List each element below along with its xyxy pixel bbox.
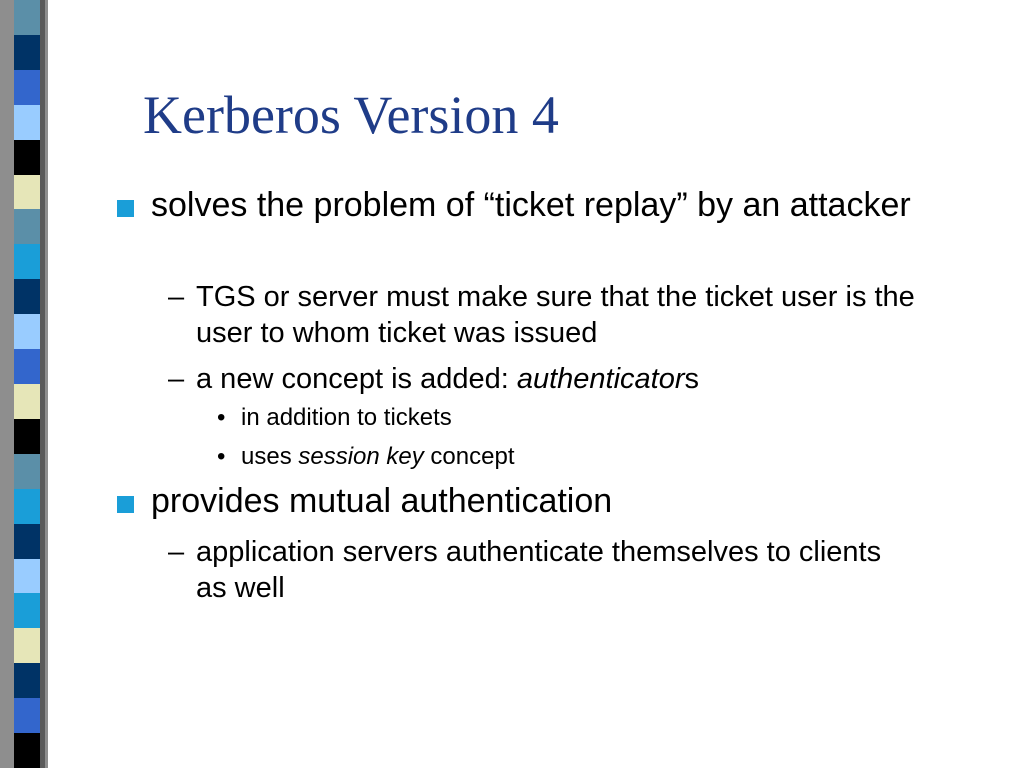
bullet-level2: TGS or server must make sure that the ticket user is the user to whom ticket was issued <box>196 281 915 349</box>
stripe-block <box>14 314 40 349</box>
dash-bullet-icon: – <box>168 363 185 395</box>
dash-bullet-icon: – <box>168 536 185 568</box>
stripe-block <box>14 279 40 314</box>
decorative-stripe <box>0 0 48 768</box>
stripe-block <box>14 105 40 140</box>
stripe-block <box>14 419 40 454</box>
stripe-block <box>14 70 40 105</box>
square-bullet-icon <box>117 200 134 217</box>
stripe-block <box>14 489 40 524</box>
stripe-block <box>14 244 40 279</box>
stripe-block <box>14 593 40 628</box>
bullet-level1: provides mutual authentication <box>151 482 613 520</box>
stripe-block <box>14 140 40 175</box>
italic-term: session key <box>298 443 424 470</box>
stripe-block <box>14 35 40 70</box>
stripe-block <box>14 454 40 489</box>
stripe-block <box>14 698 40 733</box>
stripe-block <box>14 349 40 384</box>
stripe-block <box>14 663 40 698</box>
bullet-level3: in addition to tickets <box>241 404 452 431</box>
italic-term: authenticator <box>516 363 685 395</box>
slide-title: Kerberos Version 4 <box>143 85 559 145</box>
stripe-blocks <box>14 0 40 768</box>
bullet-level3 <box>241 443 921 471</box>
dash-bullet-icon: – <box>168 281 185 313</box>
text-run: s <box>684 363 699 395</box>
stripe-block <box>14 628 40 663</box>
stripe-block <box>14 0 40 35</box>
stripe-block <box>14 524 40 559</box>
stripe-block <box>14 209 40 244</box>
stripe-block <box>14 559 40 594</box>
bullet-level2: application servers authenticate themselves to clients as well <box>196 536 882 604</box>
stripe-shadow <box>40 0 45 768</box>
bullet-level1: solves the problem of “ticket replay” by an attacker <box>151 186 911 224</box>
stripe-block <box>14 384 40 419</box>
stripe-block <box>14 175 40 210</box>
stripe-block <box>14 733 40 768</box>
text-run: a new concept is added: <box>196 363 517 395</box>
text-run: concept <box>423 443 515 470</box>
text-run: uses <box>241 443 299 470</box>
dot-bullet-icon: • <box>217 443 226 470</box>
bullet-level2 <box>196 361 916 397</box>
dot-bullet-icon: • <box>217 404 226 431</box>
square-bullet-icon <box>117 496 134 513</box>
